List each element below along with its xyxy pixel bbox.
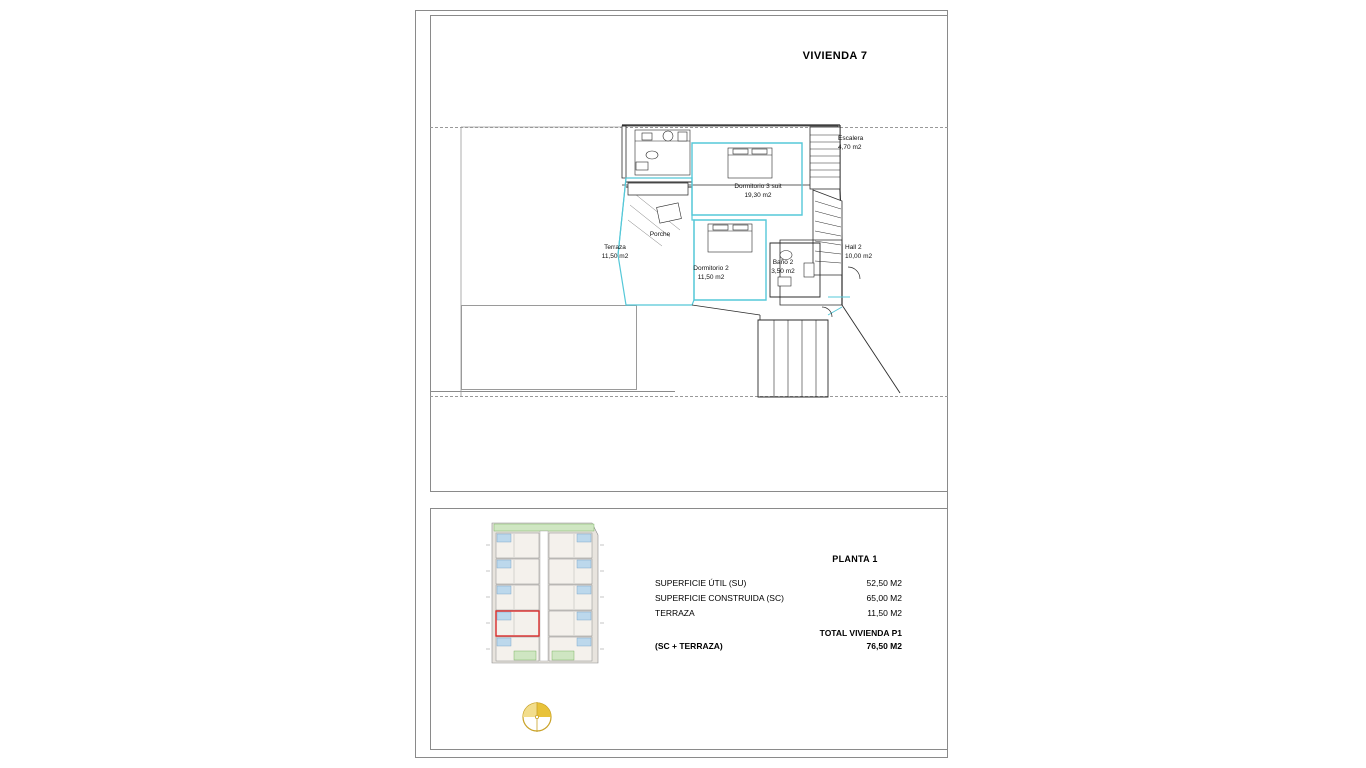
page-title: VIVIENDA 7 bbox=[802, 50, 868, 62]
room-name: Escalera bbox=[838, 135, 864, 142]
total-vivienda-value: 76,50 M2 bbox=[866, 641, 902, 651]
sc-plus-terraza-label: (SC + TERRAZA) bbox=[655, 641, 723, 651]
room-label-dormitorio-3-suit bbox=[712, 182, 804, 200]
room-area: 10,00 m2 bbox=[845, 253, 873, 260]
room-label-dormitorio-2 bbox=[679, 264, 743, 282]
room-area: 19,30 m2 bbox=[744, 192, 772, 199]
su-label: SUPERFICIE ÚTIL (SU) bbox=[655, 578, 747, 588]
planta-title: PLANTA 1 bbox=[832, 554, 878, 564]
room-label-porche bbox=[640, 230, 680, 239]
room-area: 11,50 m2 bbox=[697, 274, 725, 281]
room-area: 11,50 m2 bbox=[601, 253, 629, 260]
room-name: Dormitorio 2 bbox=[693, 265, 729, 272]
sc-label: SUPERFICIE CONSTRUIDA (SC) bbox=[655, 593, 784, 603]
room-area: 3,50 m2 bbox=[771, 268, 795, 275]
terraza-label: TERRAZA bbox=[655, 608, 695, 618]
terraza-value: 11,50 M2 bbox=[867, 608, 902, 618]
room-name: Dormitorio 3 suit bbox=[734, 183, 782, 190]
room-label-escalera bbox=[838, 134, 863, 152]
su-value: 52,50 M2 bbox=[866, 578, 902, 588]
room-name: Hall 2 bbox=[845, 244, 862, 251]
room-label-hall-2 bbox=[845, 243, 872, 261]
room-name: Porche bbox=[649, 231, 671, 238]
sc-value: 65,00 M2 bbox=[866, 593, 902, 603]
keyplan-thumbnail bbox=[480, 515, 610, 675]
room-area: 4,70 m2 bbox=[838, 144, 862, 151]
room-name: Terraza bbox=[604, 244, 626, 251]
room-label-bano-2 bbox=[762, 258, 804, 276]
compass-north-icon bbox=[520, 700, 554, 734]
room-name: Baño 2 bbox=[772, 259, 794, 266]
total-vivienda-label: TOTAL VIVIENDA P1 bbox=[819, 628, 902, 638]
room-label-terraza bbox=[586, 243, 644, 261]
